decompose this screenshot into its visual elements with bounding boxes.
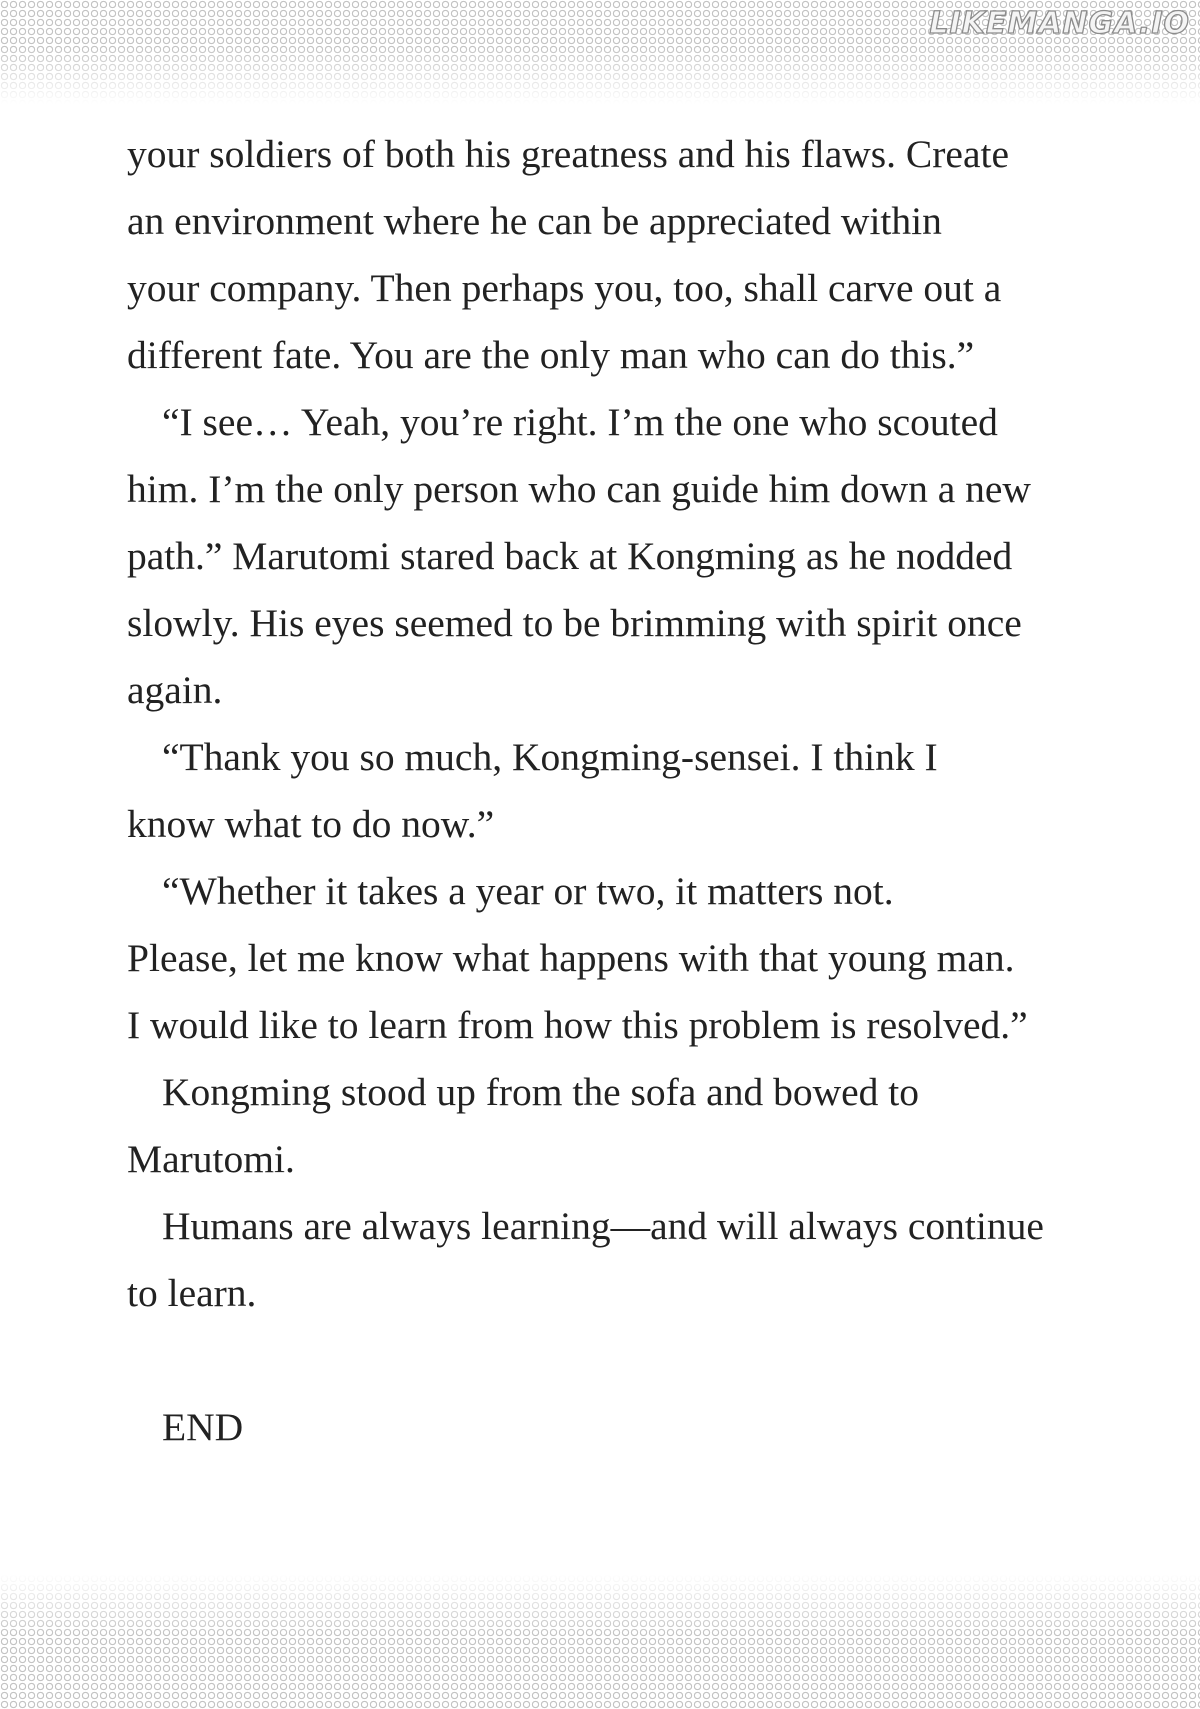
text-line: to learn. [127,1271,257,1315]
end-label: END [162,1405,244,1449]
text-line: him. I’m the only person who can guide him down a new [127,467,1031,511]
text-line: “Whether it takes a year or two, it matters not. [162,869,894,913]
story-text [127,121,1117,1461]
text-line: “I see… Yeah, you’re right. I’m the one who scouted [162,400,998,444]
text-line: again. [127,668,223,712]
text-line: Marutomi. [127,1137,295,1181]
text-line: your soldiers of both his greatness and his flaws. Create [127,132,1009,176]
text-line: I would like to learn from how this problem is resolved.” [127,1003,1028,1047]
text-line: “Thank you so much, Kongming-sensei. I think I [162,735,938,779]
text-line: path.” Marutomi stared back at Kongming as he nodded [127,534,1013,578]
text-line: know what to do now.” [127,802,495,846]
text-line: Kongming stood up from the sofa and bowed to [162,1070,919,1114]
blank-line [127,1327,1117,1394]
text-line: different fate. You are the only man who can do this.” [127,333,975,377]
text-line: Humans are always learning—and will always continue [162,1204,1044,1248]
decorative-pattern-bottom [0,1574,1200,1709]
text-line: your company. Then perhaps you, too, shall carve out a [127,266,1002,310]
text-line: Please, let me know what happens with that young man. [127,936,1015,980]
watermark: LIKEMANGA.IO [929,6,1190,41]
text-line: slowly. His eyes seemed to be brimming with spirit once [127,601,1022,645]
text-line: an environment where he can be appreciated within [127,199,942,243]
